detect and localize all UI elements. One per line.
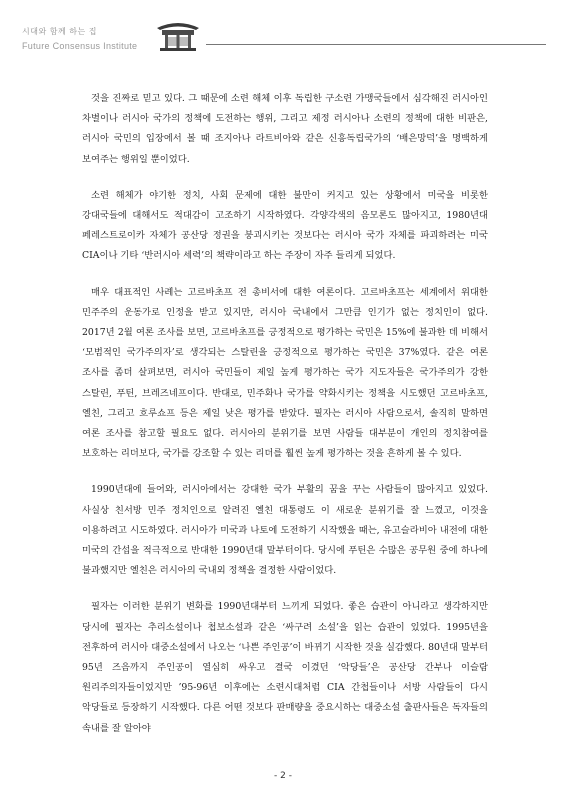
document-body xyxy=(82,89,488,755)
page-header xyxy=(0,0,566,70)
paragraph: 1990년대에 들어와, 러시아에서는 강대한 국가 부활의 꿈을 꾸는 사람들이 많아지고 있었다. 사실상 친서방 민주 정치인으로 알려진 옐친 대통령도 이 새로운 분위기를 잘 느꼈고, 이것을 이용하려고 시도하였다. 러시아가 미국과 나토에 도전하기 시작했을 때는, 유고슬라비아 내전에 대한 미국의 간섭을 적극적으로 반대한 1990년대 말부터이다. 당시에 푸틴은 수많은 공무원 중에 하나에 불과했지만 옐친은 러시아의 국내외 정책을 결정한 사람이었다. xyxy=(82,484,488,577)
paragraph: 소련 해체가 야기한 정치, 사회 문제에 대한 불만이 커지고 있는 상황에서 미국을 비롯한 강대국들에 대해서도 적대감이 고조하기 시작하였다. 각양각색의 음모론도 많아지고, 1980년대 페레스트로이카 자체가 공산당 정권을 붕괴시키는 것보다는 러시아 국가 자체를 파괴하려는 미국 CIA이나 기타 ‘반러시아 세력’의 책략이라고 하는 주장이 자주 들리게 되었다. xyxy=(82,189,488,262)
org-name-korean: 시대와 함께 하는 집 xyxy=(22,27,97,36)
paragraph: 것을 진짜로 믿고 있다. 그 때문에 소련 해체 이후 독립한 구소련 가맹국들에서 심각해진 러시아인 차별이나 러시아 국가의 정책에 도전하는 행위, 그리고 제정 러시아나 소련의 정책에 대한 비판은, 러시아 국민의 입장에서 볼 때 조지아나 라트비아와 같은 신흥독립국가의 ‘배은망덕’을 명백하게 보여주는 행위일 뿐이었다. xyxy=(82,93,488,165)
page-number: - 2 - xyxy=(274,771,292,781)
org-name-english: Future Consensus Institute xyxy=(22,41,138,51)
header-divider xyxy=(206,44,546,45)
paragraph: 매우 대표적인 사례는 고르바초프 전 총비서에 대한 여론이다. 고르바초프는 세계에서 위대한 민주주의 운동가로 인정을 받고 있지만, 러시아 국내에서 그만큼 인기가 없는 정치인이 없다. 2017년 2월 여론 조사를 보면, 고르바초프를 긍정적으로 평가하는 국민은 15%에 불과한 데 비해서 ‘모범적인 국가주의자’로 생각되는 스탈린을 긍정적으로 평가하는 국민은 37%였다. 같은 여론 조사를 좀더 살펴보면, 러시아 국민들이 제일 높게 평가하는 국가 지도자들은 국가주의가 강한 스탈린, 푸틴, 브레즈네프이다. 반대로, 민주화나 국가를 약화시키는 정책을 시도했던 고르바초프, 옐친, 그리고 흐루쇼프 등은 제일 낮은 평가를 받았다. 필자는 러시아 사람으로서, 솔직히 말하면 여론 조사를 참고할 필요도 없다. 러시아의 분위기를 보면 사람들 대부분이 개인의 정치참여를 보호하는 리더보다, 국가를 강조할 수 있는 리더를 훨씬 높게 평가하는 것을 흔하게 볼 수 있다. xyxy=(82,286,488,460)
pavilion-logo-icon xyxy=(155,17,201,53)
paragraph: 필자는 이러한 분위기 변화를 1990년대부터 느끼게 되었다. 좋은 습관이 아니라고 생각하지만 당시에 필자는 추리소설이나 첩보소설과 같은 ‘싸구려 소설’을 읽는 습관이 있었다. 1995년을 전후하여 러시아 대중소설에서 나오는 ‘나쁜 주인공’이 바뀌기 시작한 것을 실감했다. 80년대 말부터 95년 즈음까지 주인공이 열심히 싸우고 결국 이겼던 ‘악당들’은 공산당 간부나 이슬람 원리주의자들이었지만 ’95-96년 이후에는 소련시대처럼 CIA 간첩들이나 서방 사람들이 다시 악당들로 등장하기 시작했다. 다른 어떤 것보다 판매량을 중요시하는 대중소설 출판사들은 독자들의 속내를 잘 알아야 xyxy=(82,601,488,734)
